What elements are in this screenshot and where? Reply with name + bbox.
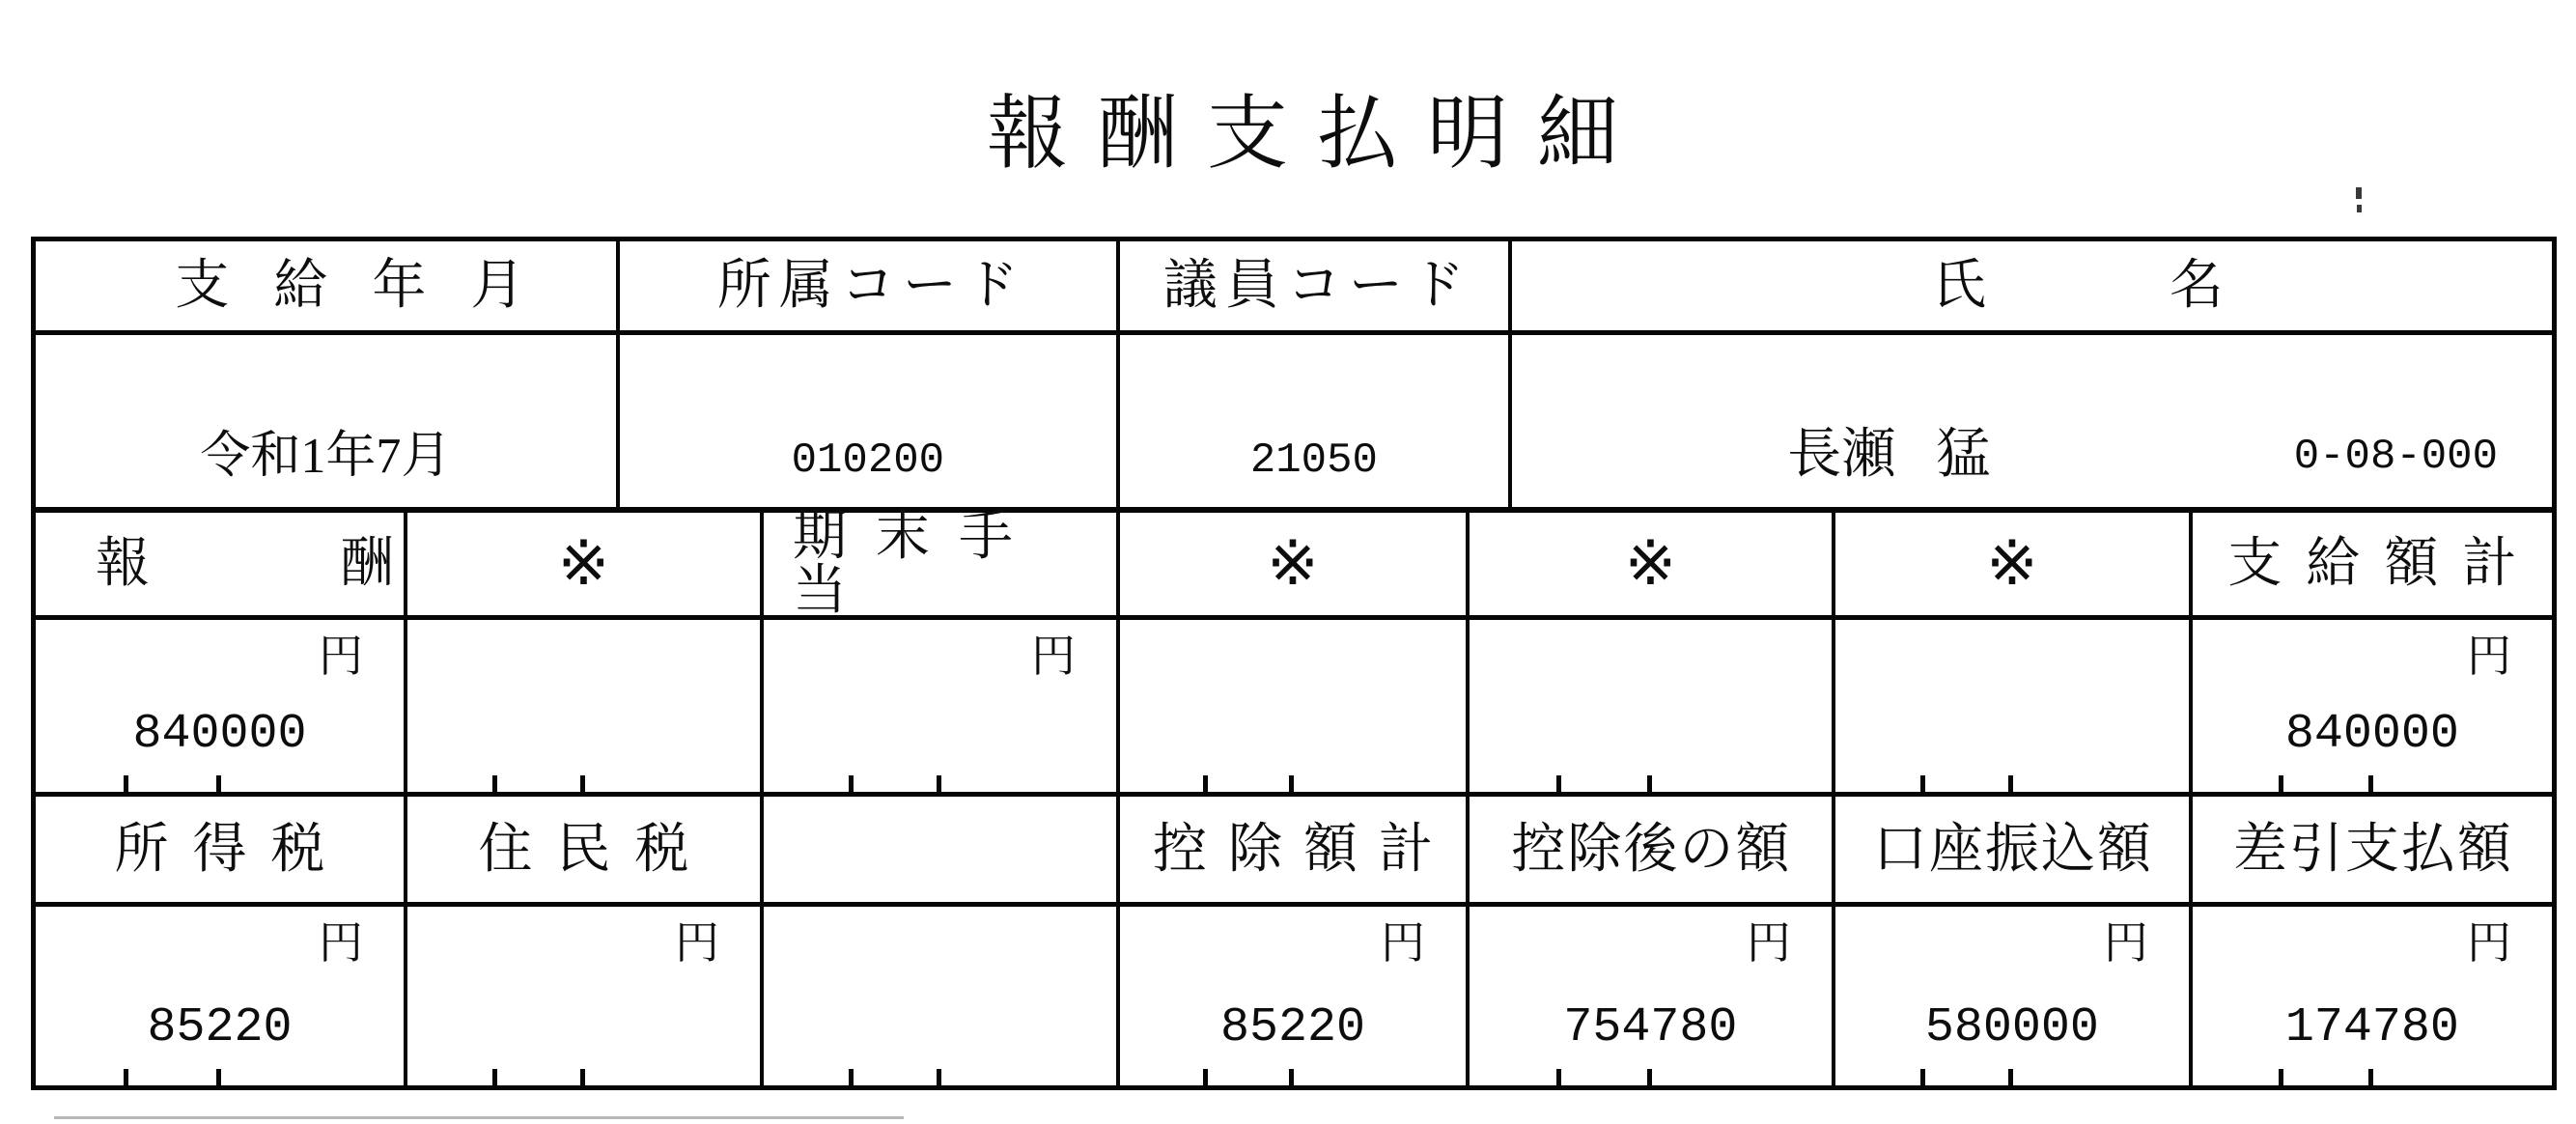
header-total-deduction-label: 控除額計 — [1152, 819, 1454, 880]
info-header-row — [36, 241, 2552, 330]
header-reference-mark-3 — [1466, 513, 1832, 615]
digit-separator-tick — [492, 775, 497, 792]
page-title: 報酬支払明細 — [986, 90, 1647, 180]
header-reference-mark-1 — [404, 513, 760, 615]
digit-separator-tick — [216, 1069, 221, 1085]
header-resident-tax — [404, 797, 760, 902]
yen-unit: 円 — [2466, 632, 2511, 681]
header-member-code — [1116, 241, 1508, 330]
payment-year-month-value: 令和1年7月 — [200, 429, 452, 484]
header-name-char-1: 氏 — [1931, 256, 1986, 316]
digit-separator-tick — [2279, 1069, 2283, 1085]
header-name-char-2: 名 — [2169, 256, 2224, 316]
account-transfer-amount-value: 580000 — [1924, 1000, 2099, 1055]
header-remuneration — [36, 513, 404, 615]
cell-remuneration-amount — [36, 620, 404, 792]
digit-separator-tick — [937, 775, 941, 792]
income-tax-amount-value: 85220 — [147, 1000, 293, 1055]
header-affiliation-code-label: 所属コード — [716, 256, 1026, 316]
reference-mark: ※ — [1986, 529, 2038, 598]
digit-separator-tick — [1289, 1069, 1294, 1085]
yen-unit: 円 — [1380, 918, 1425, 968]
yen-unit: 円 — [318, 918, 363, 968]
digit-separator-tick — [216, 775, 221, 792]
reference-mark: ※ — [1624, 529, 1677, 598]
scan-artifact-shadow-line — [54, 1116, 904, 1119]
header-income-tax — [36, 797, 404, 902]
digit-separator-tick — [937, 1069, 941, 1085]
digit-separator-tick — [492, 1069, 497, 1085]
header-total-payment-label: 支給額計 — [2227, 534, 2541, 594]
member-code-value: 21050 — [1249, 436, 1378, 485]
header-payment-year-month-label: 支給年月 — [175, 256, 570, 316]
digit-separator-tick — [1920, 775, 1925, 792]
header-income-tax-label: 所得税 — [114, 819, 350, 880]
header-total-deduction — [1116, 797, 1466, 902]
yen-unit: 円 — [674, 918, 719, 968]
name-code-value: 0-08-000 — [2293, 433, 2498, 481]
yen-unit: 円 — [318, 632, 363, 681]
digit-separator-tick — [1203, 775, 1208, 792]
total-payment-amount-value: 840000 — [2284, 707, 2459, 762]
header-affiliation-code — [616, 241, 1116, 330]
digit-separator-tick — [2279, 775, 2283, 792]
header-account-transfer — [1832, 797, 2189, 902]
digit-separator-tick — [580, 775, 585, 792]
cell-total-deduction-amount — [1116, 907, 1466, 1085]
cell-reference-amount-3 — [1466, 620, 1832, 792]
header-remuneration-char-1: 報 — [96, 534, 150, 594]
digit-separator-tick — [2368, 1069, 2373, 1085]
header-member-code-label: 議員コード — [1162, 256, 1472, 316]
payment-amount-row — [36, 615, 2552, 792]
cell-blank-amount — [760, 907, 1116, 1085]
header-total-payment — [2189, 513, 2552, 615]
cell-after-deduction-amount — [1466, 907, 1832, 1085]
header-payment-year-month — [36, 241, 616, 330]
cell-affiliation-code — [616, 335, 1116, 507]
cell-reference-amount-4 — [1832, 620, 2189, 792]
header-name — [1508, 241, 2552, 330]
header-term-end-allowance — [760, 507, 1116, 621]
cell-payment-year-month — [36, 335, 616, 507]
scan-artifact-speck — [2356, 187, 2362, 199]
digit-separator-tick — [2008, 775, 2013, 792]
header-reference-mark-2 — [1116, 513, 1466, 615]
cell-reference-amount-2 — [1116, 620, 1466, 792]
digit-separator-tick — [124, 1069, 128, 1085]
header-resident-tax-label: 住民税 — [478, 819, 714, 880]
digit-separator-tick — [849, 775, 854, 792]
digit-separator-tick — [1647, 775, 1652, 792]
yen-unit: 円 — [2103, 918, 2148, 968]
digit-separator-tick — [2008, 1069, 2013, 1085]
header-account-transfer-label: 口座振込額 — [1872, 819, 2153, 880]
header-after-deduction-label: 控除後の額 — [1511, 819, 1792, 880]
digit-separator-tick — [1289, 775, 1294, 792]
remuneration-amount-value: 840000 — [132, 707, 307, 762]
digit-separator-tick — [580, 1069, 585, 1085]
cell-term-end-allowance-amount — [760, 620, 1116, 792]
cell-resident-tax-amount — [404, 907, 760, 1085]
digit-separator-tick — [124, 775, 128, 792]
header-reference-mark-4 — [1832, 513, 2189, 615]
digit-separator-tick — [1647, 1069, 1652, 1085]
payment-statement-table — [31, 237, 2557, 1090]
yen-unit: 円 — [2466, 918, 2511, 968]
after-deduction-amount-value: 754780 — [1563, 1000, 1738, 1055]
reference-mark: ※ — [1267, 529, 1319, 598]
digit-separator-tick — [849, 1069, 854, 1085]
deduction-amount-row — [36, 902, 2552, 1085]
digit-separator-tick — [1920, 1069, 1925, 1085]
cell-net-payment-amount — [2189, 907, 2552, 1085]
cell-reference-amount-1 — [404, 620, 760, 792]
total-deduction-amount-value: 85220 — [1219, 1000, 1365, 1055]
deduction-header-row — [36, 792, 2552, 902]
cell-member-code — [1116, 335, 1508, 507]
cell-income-tax-amount — [36, 907, 404, 1085]
payment-header-row — [36, 507, 2552, 621]
header-net-payment — [2189, 797, 2552, 902]
info-value-row — [36, 330, 2552, 507]
net-payment-amount-value: 174780 — [2284, 1000, 2459, 1055]
yen-unit: 円 — [1030, 632, 1076, 681]
header-term-end-allowance-label: 期末手当 — [792, 507, 1042, 621]
digit-separator-tick — [1203, 1069, 1208, 1085]
reference-mark: ※ — [557, 529, 610, 598]
header-after-deduction — [1466, 797, 1832, 902]
name-value: 長瀬 猛 — [1787, 425, 1991, 485]
affiliation-code-value: 010200 — [791, 436, 945, 485]
header-remuneration-char-2: 酬 — [339, 534, 394, 594]
cell-name — [1508, 335, 2552, 507]
cell-total-payment-amount — [2189, 620, 2552, 792]
digit-separator-tick — [2368, 775, 2373, 792]
header-blank — [760, 797, 1116, 902]
digit-separator-tick — [1556, 775, 1561, 792]
yen-unit: 円 — [1746, 918, 1791, 968]
header-net-payment-label: 差引支払額 — [2232, 819, 2513, 880]
cell-account-transfer-amount — [1832, 907, 2189, 1085]
digit-separator-tick — [1556, 1069, 1561, 1085]
